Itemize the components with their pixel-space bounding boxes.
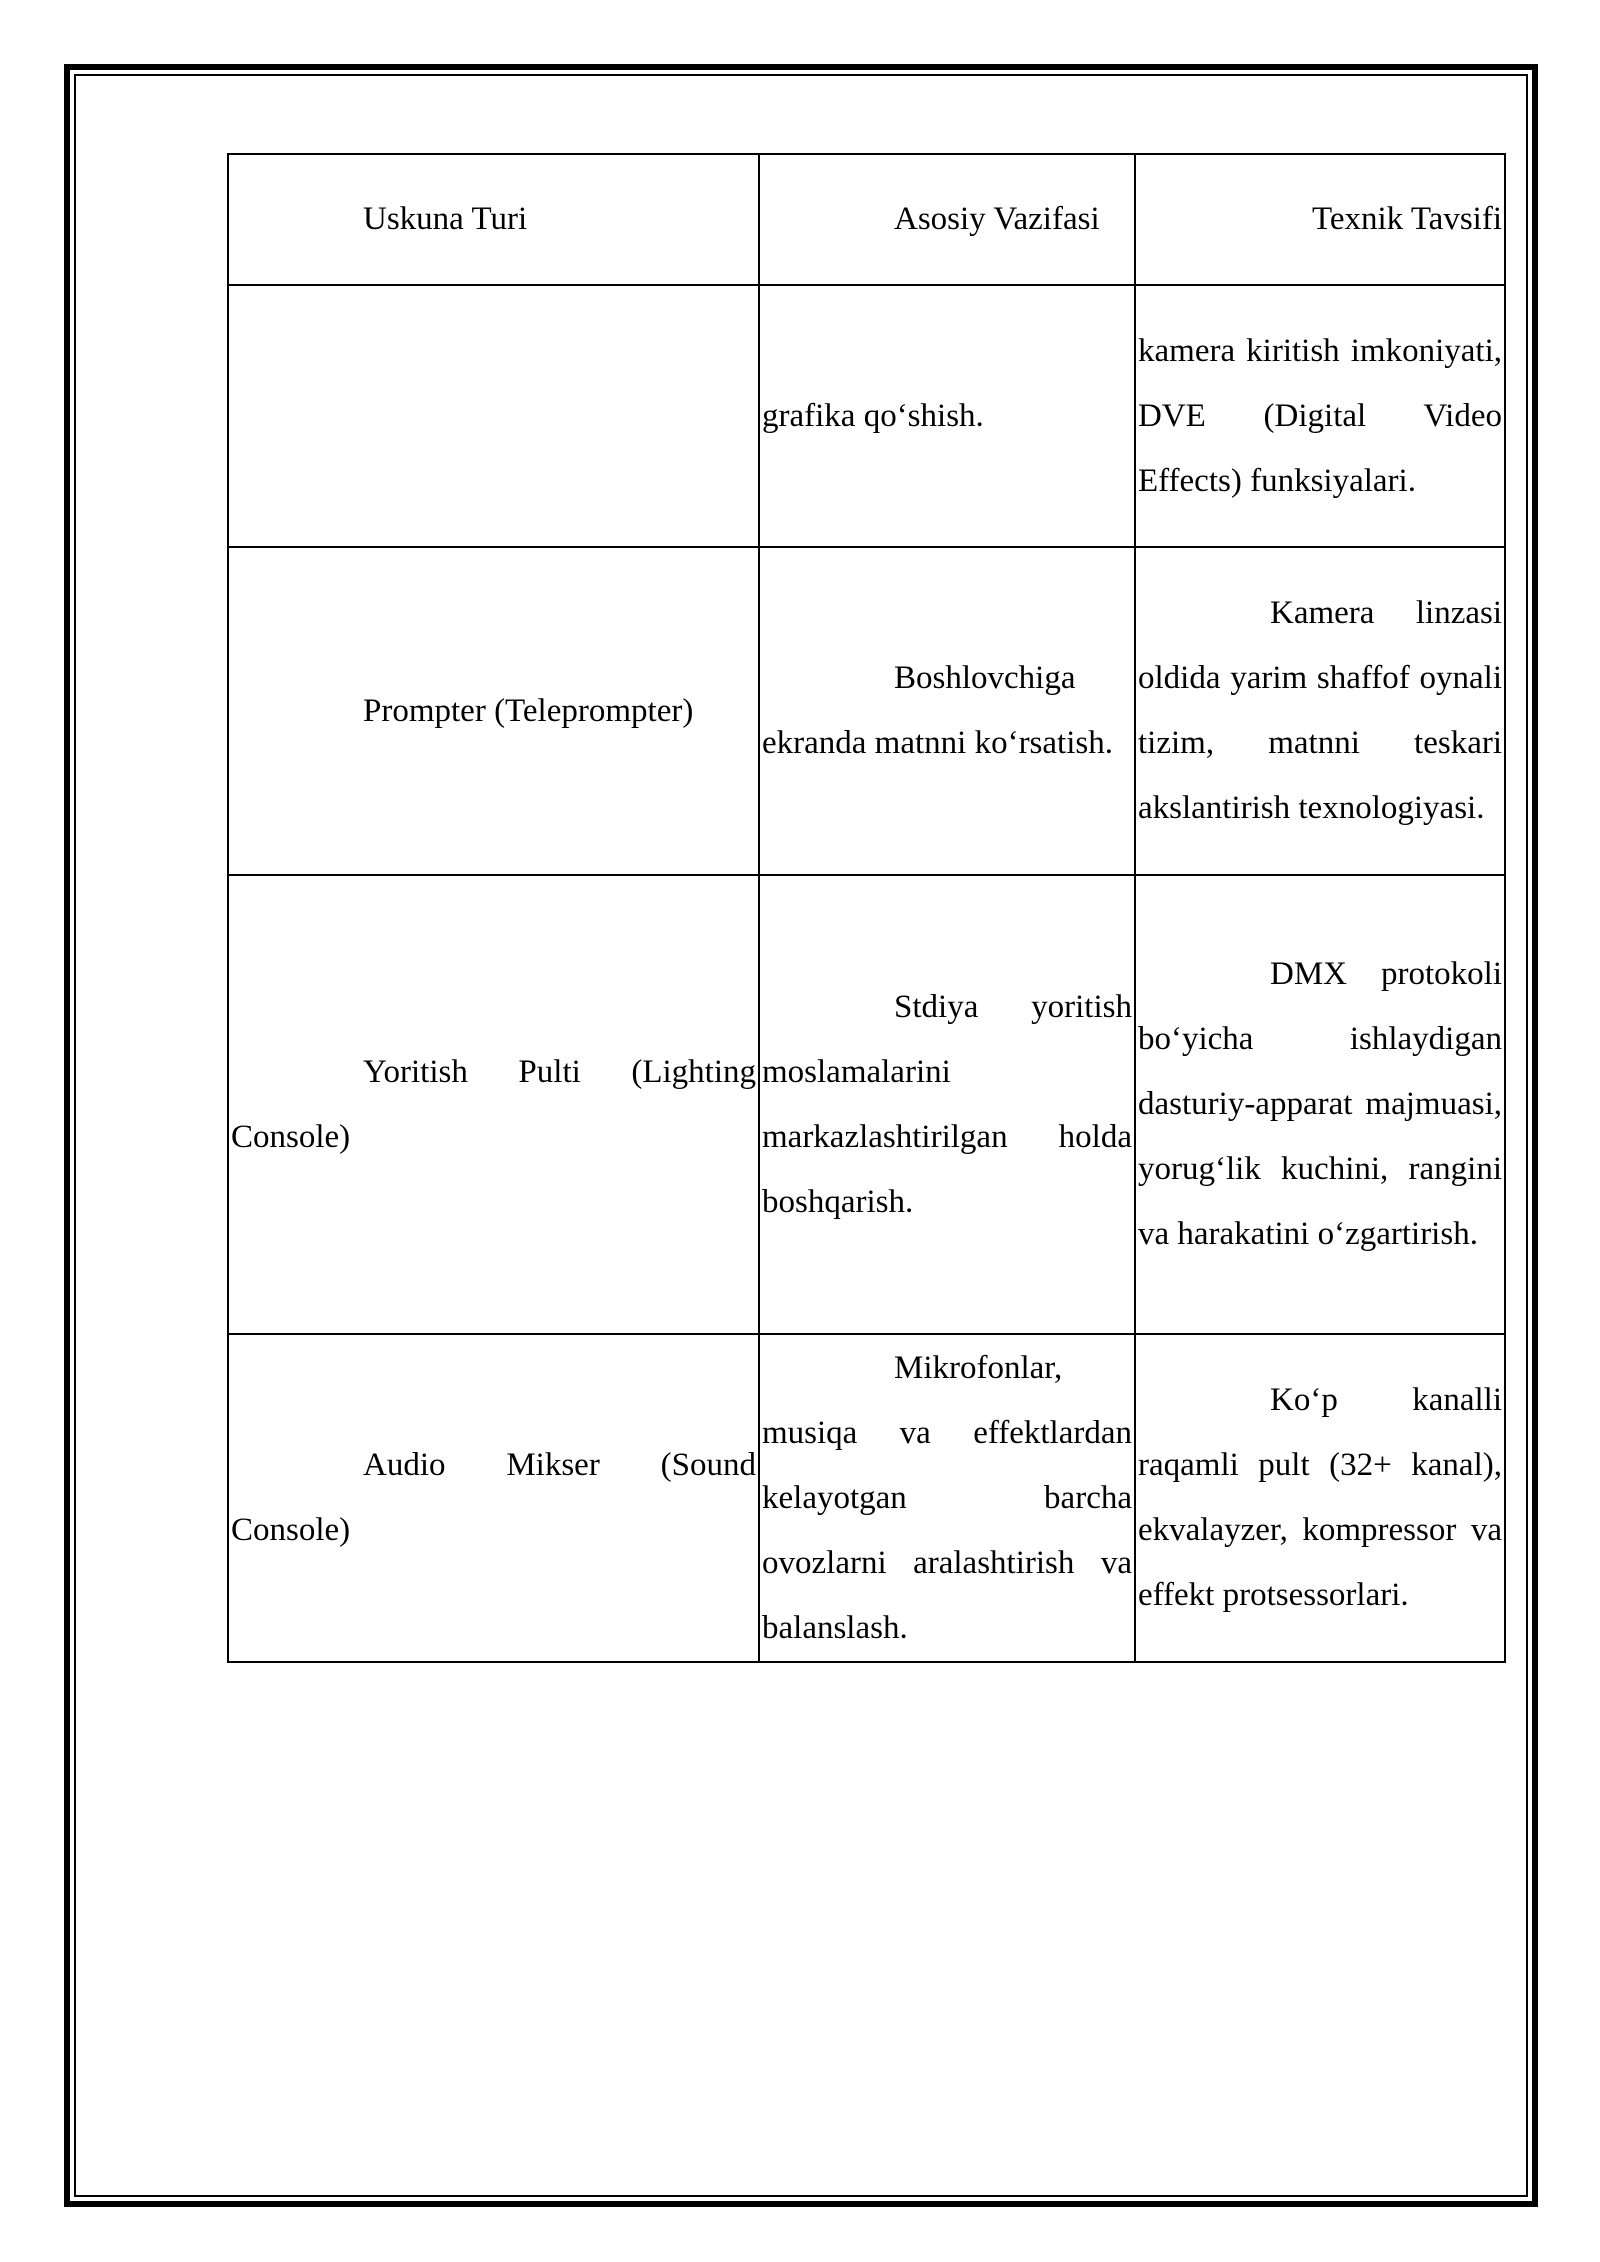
table-row: [228, 875, 1505, 1334]
equipment-table: [227, 153, 1506, 1663]
table-header-row: [228, 154, 1505, 285]
header-main-function: Asosiy Vazifasi: [759, 154, 1135, 285]
cell-main-function: Stdiya yoritish moslamalarini markazlashtirilgan holda boshqarish.: [759, 875, 1135, 1334]
cell-technical-spec: DMX protokoli bo‘yicha ishlaydigan dasturiy-apparat majmuasi, yorug‘lik kuchini, rangini va harakatini o‘zgartirish.: [1135, 875, 1505, 1334]
table-row: [228, 285, 1505, 547]
cell-technical-spec: Ko‘p kanalli raqamli pult (32+ kanal), ekvalayzer, kompressor va effekt protsessorlari.: [1135, 1334, 1505, 1662]
header-equipment-type: Uskuna Turi: [228, 154, 759, 285]
cell-equipment-type: Audio Mikser (Sound Console): [228, 1334, 759, 1662]
cell-equipment-type: Yoritish Pulti (Lighting Console): [228, 875, 759, 1334]
cell-equipment-type: [228, 285, 759, 547]
cell-main-function: Mikrofonlar, musiqa va effektlardan kelayotgan barcha ovozlarni aralashtirish va balanslash.: [759, 1334, 1135, 1662]
cell-main-function: grafika qo‘shish.: [759, 285, 1135, 547]
cell-technical-spec: kamera kiritish imkoniyati, DVE (Digital Video Effects) funksiyalari.: [1135, 285, 1505, 547]
cell-main-function: Boshlovchiga ekranda matnni ko‘rsatish.: [759, 547, 1135, 875]
cell-technical-spec: Kamera linzasi oldida yarim shaffof oynali tizim, matnni teskari akslantirish texnologiyasi.: [1135, 547, 1505, 875]
table-row: [228, 547, 1505, 875]
cell-equipment-type: Prompter (Teleprompter): [228, 547, 759, 875]
table-row: [228, 1334, 1505, 1662]
header-technical-spec: Texnik Tavsifi: [1135, 154, 1505, 285]
